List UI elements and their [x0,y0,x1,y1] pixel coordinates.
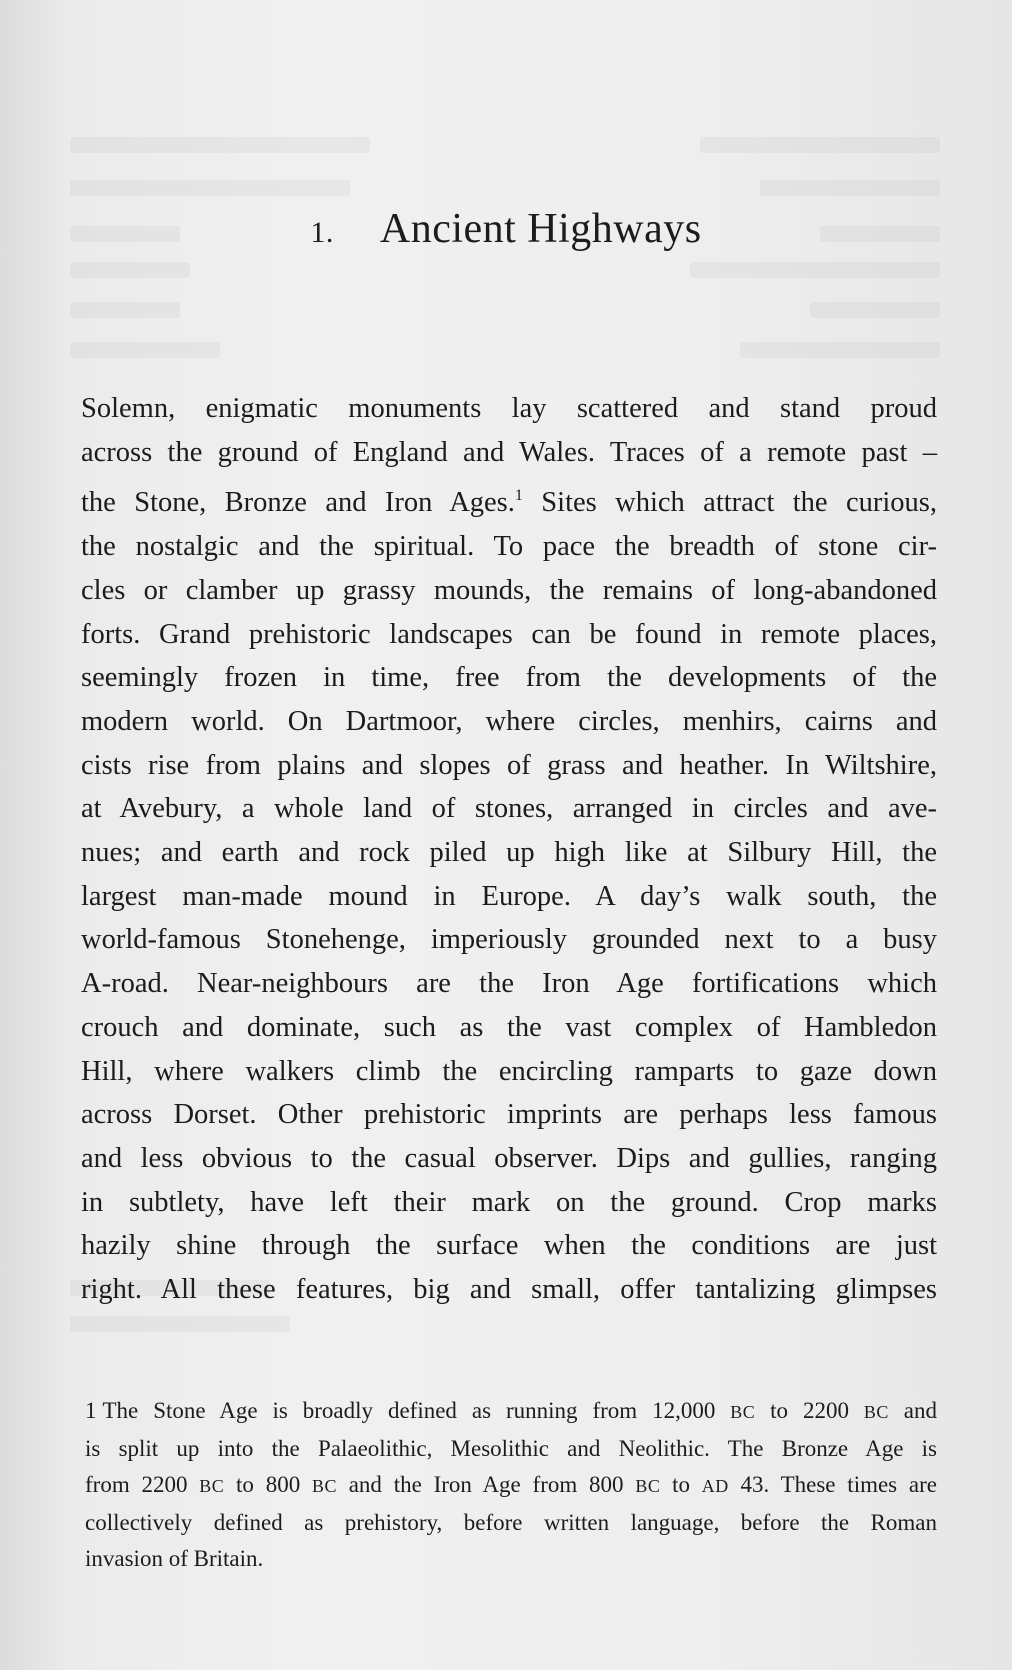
chapter-title: Ancient Highways [379,206,702,252]
body-paragraph [81,387,937,1312]
footnote-line: from 2200 BC to 800 BC and the Iron Age from 800 BC to AD 43. These times are [85,1472,938,1497]
text-line: cists rise from plains and slopes of grass and heather. In Wiltshire, [81,749,937,781]
chapter-heading [0,205,1012,253]
text-line: in subtlety, have left their mark on the ground. Crop marks [81,1186,937,1218]
text-line: Hill, where walkers climb the encircling ramparts to gaze down [81,1055,937,1087]
text-line: right. All these features, big and small, offer tantalizing glimpses [81,1274,937,1306]
text-line: world-famous Stonehenge, imperiously grounded next to a busy [81,924,937,956]
chapter-number: 1. [310,216,334,249]
footnote-number: 1 [85,1398,97,1423]
text-line: the nostalgic and the spiritual. To pace the breadth of stone cir- [81,531,937,563]
text-line: Solemn, enigmatic monuments lay scattered and stand proud [81,393,937,424]
footnote [85,1393,937,1578]
text-line [81,474,937,525]
text-line: forts. Grand prehistoric landscapes can be found in remote places, [81,618,937,650]
text-line: crouch and dominate, such as the vast complex of Hambledon [81,1011,937,1043]
text-line: nues; and earth and rock piled up high like at Silbury Hill, the [81,837,937,869]
text-line: seemingly frozen in time, free from the developments of the [81,662,937,694]
text-line: at Avebury, a whole land of stones, arranged in circles and ave- [81,793,937,825]
text-line-end: Sites which attract the curious, [522,487,937,519]
footnote-line: is split up into the Palaeolithic, Mesolithic and Neolithic. The Bronze Age is [85,1435,937,1461]
text-line: hazily shine through the surface when the conditions are just [81,1230,937,1262]
footnote-line: 1 The Stone Age is broadly defined as running from 12,000 BC to 2200 BC and [85,1398,938,1423]
text-line: and less obvious to the casual observer. Dips and gullies, ranging [81,1142,937,1174]
footnote-reference[interactable]: 1 [514,487,523,505]
footnote-line: collectively defined as prehistory, before written language, before the Roman [85,1509,937,1535]
text-line: largest man-made mound in Europe. A day’s walk south, the [81,880,937,912]
text-line: across Dorset. Other prehistoric imprints are perhaps less famous [81,1099,937,1131]
text-line-start: the Stone, Bronze and Iron Ages. [81,487,515,519]
text-line: across the ground of England and Wales. Traces of a remote past – [81,436,937,468]
footnote-line: invasion of Britain. [85,1546,264,1571]
text-line: cles or clamber up grassy mounds, the remains of long-abandoned [81,574,937,606]
text-line: modern world. On Dartmoor, where circles, menhirs, cairns and [81,705,937,737]
text-line: A-road. Near-neighbours are the Iron Age fortifications which [81,968,937,1000]
